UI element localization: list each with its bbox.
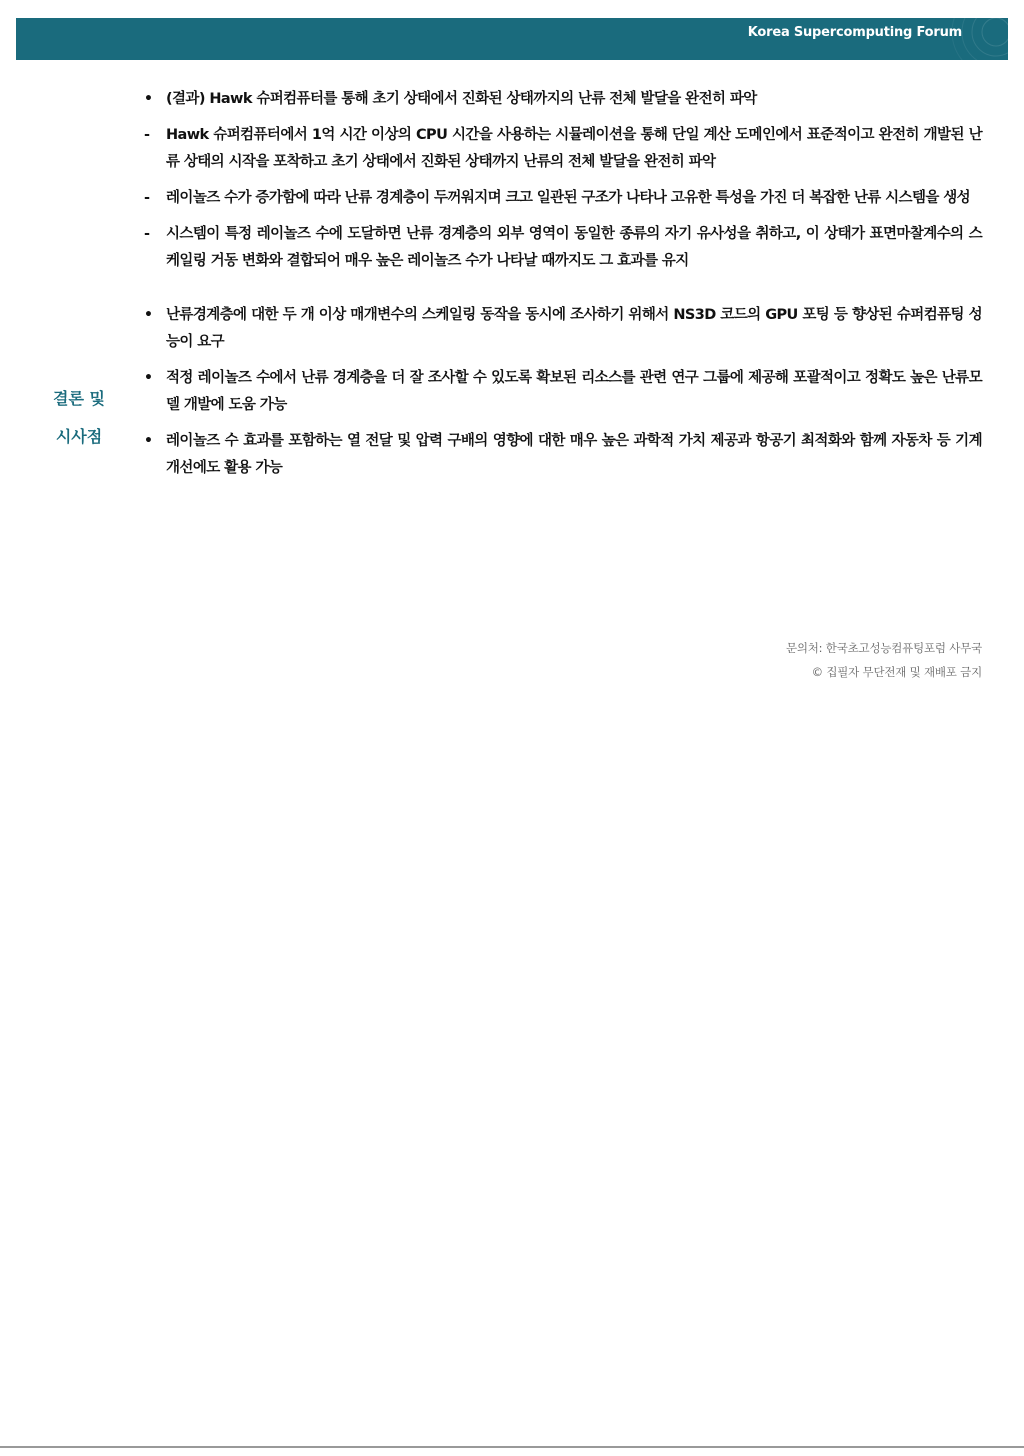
results-sub-item bbox=[142, 185, 982, 212]
section-spacer bbox=[142, 275, 982, 302]
dash-mark: - bbox=[144, 226, 150, 242]
section-label-line2: 시사점 bbox=[55, 427, 103, 446]
section-label bbox=[40, 380, 118, 456]
conclusion-item-text: 적정 레이놀즈 수에서 난류 경계층을 더 잘 조사할 수 있도록 확보된 리소스를 관련 연구 그룹에 제공해 포괄적이고 정확도 높은 난류모델 개발에 도움 가능 bbox=[166, 370, 982, 413]
footer-contact bbox=[786, 636, 982, 684]
results-sub-item-text: 시스템이 특정 레이놀즈 수에 도달하면 난류 경계층의 외부 영역이 동일한 종류의 자기 유사성을 취하고, 이 상태가 표면마찰계수의 스케일링 거동 변화와 결합되어 매우 높은 레이놀즈 수가 나타날 때까지도 그 효과를 유지 bbox=[166, 226, 982, 269]
dash-mark: - bbox=[144, 190, 150, 206]
dash-mark: - bbox=[144, 127, 150, 143]
page-bottom-divider bbox=[0, 1446, 1024, 1448]
document-body bbox=[142, 86, 982, 482]
results-sub-item bbox=[142, 122, 982, 176]
header-title: Korea Supercomputing Forum bbox=[747, 25, 962, 40]
results-heading bbox=[142, 86, 982, 113]
results-heading-text: (결과) Hawk 슈퍼컴퓨터를 통해 초기 상태에서 진화된 상태까지의 난류 전체 발달을 완전히 파악 bbox=[166, 91, 757, 107]
section-label-line1: 결론 및 bbox=[53, 389, 105, 408]
conclusion-item-text: 난류경계층에 대한 두 개 이상 매개변수의 스케일링 동작을 동시에 조사하기 위해서 NS3D 코드의 GPU 포팅 등 향상된 슈퍼컴퓨팅 성능이 요구 bbox=[166, 307, 982, 350]
conclusion-item-text: 레이놀즈 수 효과를 포함하는 열 전달 및 압력 구배의 영향에 대한 매우 높은 과학적 가치 제공과 항공기 최적화와 함께 자동차 등 기계 개선에도 활용 가능 bbox=[166, 433, 982, 476]
bullet-mark: • bbox=[144, 307, 153, 323]
results-sub-item-text: Hawk 슈퍼컴퓨터에서 1억 시간 이상의 CPU 시간을 사용하는 시뮬레이션을 통해 단일 계산 도메인에서 표준적이고 완전히 개발된 난류 상태의 시작을 포착하고 초기 상태에서 진화된 상태까지 난류의 전체 발달을 완전히 파악 bbox=[166, 127, 982, 170]
bullet-mark: • bbox=[144, 433, 153, 449]
conclusion-item bbox=[142, 365, 982, 419]
conclusion-item bbox=[142, 302, 982, 356]
contact-line: 문의처: 한국초고성능컴퓨팅포럼 사무국 bbox=[785, 641, 982, 655]
header-band bbox=[16, 18, 1008, 60]
results-sub-item bbox=[142, 221, 982, 275]
conclusion-item bbox=[142, 428, 982, 482]
results-sub-item-text: 레이놀즈 수가 증가함에 따라 난류 경계층이 두꺼워지며 크고 일관된 구조가 나타나 고유한 특성을 가진 더 복잡한 난류 시스템을 생성 bbox=[166, 190, 971, 206]
bullet-mark: • bbox=[144, 91, 153, 107]
bullet-mark: • bbox=[144, 370, 153, 386]
copyright-line: © 집필자 무단전재 및 재배포 금지 bbox=[811, 665, 982, 679]
